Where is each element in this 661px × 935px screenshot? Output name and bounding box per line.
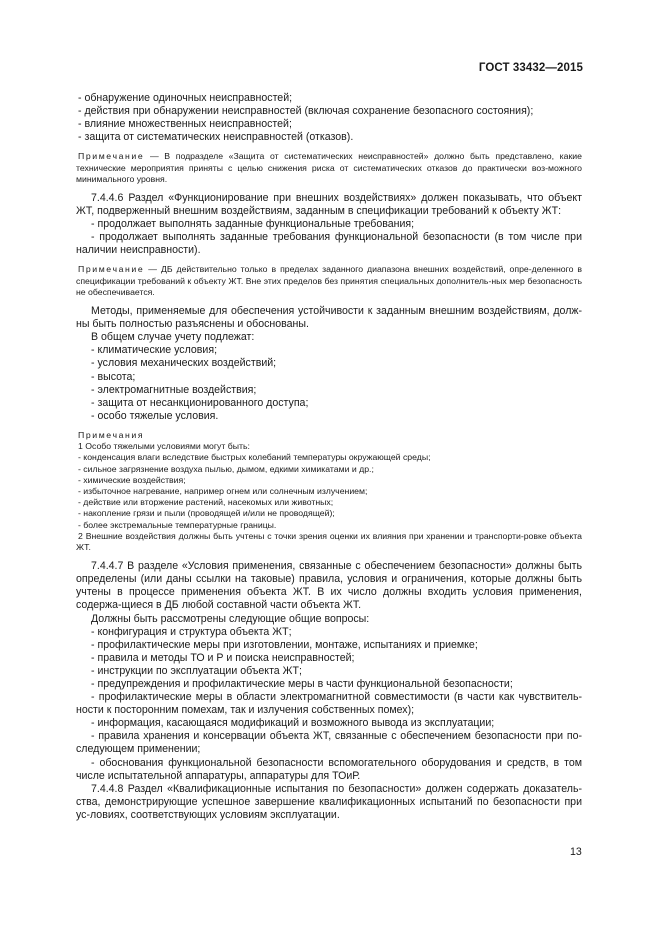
list-item: - продолжает выполнять заданные требования функциональной безопасности (в том числе при наличии неисправности). bbox=[76, 231, 582, 257]
document-body bbox=[76, 92, 582, 822]
list-item: - продолжает выполнять заданные функциональные требования; bbox=[91, 218, 415, 231]
list-item: - действие или вторжение растений, насекомых или животных; bbox=[78, 497, 334, 508]
list-item: - конденсация влаги вследствие быстрых колебаний температуры окружающей среды; bbox=[78, 452, 431, 463]
note-systematic-faults bbox=[76, 151, 582, 185]
general-paragraph: В общем случае учету подлежат: bbox=[91, 331, 255, 344]
notes-label: Примечания bbox=[78, 429, 145, 440]
note-body: — В подразделе «Защита от систематических неисправностей» должно быть представлено, какие технические мероприятия приняты с целью снижения риска от систематических отказов до практически воз-можного минимального уровня. bbox=[76, 151, 582, 184]
severe-conditions-list bbox=[76, 452, 582, 530]
list-item: - правила хранения и консервации объекта ЖТ, связанные с обеспечением безопасности при по-следующем применении; bbox=[76, 730, 582, 756]
section-7-4-4-8: 7.4.4.8 Раздел «Квалификационные испытания по безопасности» должен содержать доказатель-ства, демонстрирующие успешное завершение квалификационных испытаний по безопасности при ус-ловиях, соответствующих условиям эксплуатации. bbox=[76, 782, 582, 821]
list-item: - сильное загрязнение воздуха пылью, дымом, едкими химикатами и др.; bbox=[78, 463, 374, 474]
list-item: - химические воздействия; bbox=[78, 474, 186, 485]
list-item: - электромагнитные воздействия; bbox=[91, 383, 257, 396]
list-item: - накопление грязи и пыли (проводящей и/или не проводящей); bbox=[78, 508, 335, 519]
list-item: - защита от систематических неисправностей (отказов). bbox=[78, 131, 354, 144]
list-item: - профилактические меры при изготовлении, монтаже, испытаниях и приемке; bbox=[91, 638, 478, 651]
note-body: — ДБ действительно только в пределах заданного диапазона внешних воздействий, опре-деленного в спецификации требований к объекту ЖТ. Вне этих пределов без принятия специальных дополнитель-ных мер безопасность не обеспечивается. bbox=[76, 264, 582, 297]
questions-list bbox=[76, 626, 582, 783]
questions-intro: Должны быть рассмотрены следующие общие вопросы: bbox=[91, 612, 370, 625]
list-item: - обоснования функциональной безопасности вспомогательного оборудования и средств, в том числе испытательной аппаратуры, аппаратуры для ТОиР. bbox=[76, 756, 582, 782]
conditions-list bbox=[76, 344, 582, 423]
section-7-4-4-7: 7.4.4.7 В разделе «Условия применения, связанные с обеспечением безопасности» должны быть определены (или даны ссылки на таковые) правила, условия и ограничения, которые должны быть учтены в процессе применения объекта ЖТ. В их число должны входить условия применения, содержа-щиеся в ДБ любой составной части объекта ЖТ. bbox=[76, 560, 582, 612]
methods-paragraph: Методы, применяемые для обеспечения устойчивости к заданным внешним воздействиям, долж-ны быть полностью разъяснены и обоснованы. bbox=[76, 305, 582, 331]
list-item: - влияние множественных неисправностей; bbox=[78, 118, 292, 131]
list-item: - защита от несанкционированного доступа; bbox=[91, 396, 309, 409]
list-item: - конфигурация и структура объекта ЖТ; bbox=[91, 625, 292, 638]
list-item: - инструкции по эксплуатации объекта ЖТ; bbox=[91, 664, 302, 677]
list-item: - действия при обнаружении неисправностей (включая сохранение безопасного состояния); bbox=[78, 105, 534, 118]
note-label: Примечание bbox=[78, 264, 145, 275]
list-item: - обнаружение одиночных неисправностей; bbox=[78, 92, 293, 104]
list-item: - профилактические меры в области электромагнитной совместимости (в части как чувствитель-ности к посторонним помехам, так и излучения собственных помех); bbox=[76, 691, 582, 717]
note-label: Примечание bbox=[78, 151, 145, 162]
note-external-effects bbox=[76, 264, 582, 298]
section-7-4-4-6: 7.4.4.6 Раздел «Функционирование при внешних воздействиях» должен показывать, что объект ЖТ, подверженный внешним воздействиям, заданным в спецификации требований к объекту ЖТ: bbox=[76, 191, 582, 218]
list-item: - предупреждения и профилактические меры в части функциональной безопасности; bbox=[91, 677, 513, 690]
list-item: - более экстремальные температурные границы. bbox=[78, 519, 277, 530]
list-item: - климатические условия; bbox=[91, 344, 218, 357]
page-number: 13 bbox=[570, 846, 582, 858]
list-item: - особо тяжелые условия. bbox=[91, 409, 219, 422]
list-item: - высота; bbox=[91, 370, 136, 383]
note-2: 2 Внешние воздействия должны быть учтены с точки зрения оценки их влияния при хранении и транспорти-ровке объекта ЖТ. bbox=[76, 530, 582, 552]
list-item: - избыточное нагревание, например огнем или солнечным излучением; bbox=[78, 485, 368, 496]
note-1: 1 Особо тяжелыми условиями могут быть: bbox=[78, 441, 250, 452]
list-item: - правила и методы ТО и Р и поиска неисправностей; bbox=[91, 651, 355, 664]
document-header: ГОСТ 33432—2015 bbox=[478, 62, 583, 74]
faults-list bbox=[76, 92, 582, 144]
list-item: - условия механических воздействий; bbox=[91, 357, 277, 370]
list-item: - информация, касающаяся модификаций и возможного вывода из эксплуатации; bbox=[91, 717, 495, 730]
